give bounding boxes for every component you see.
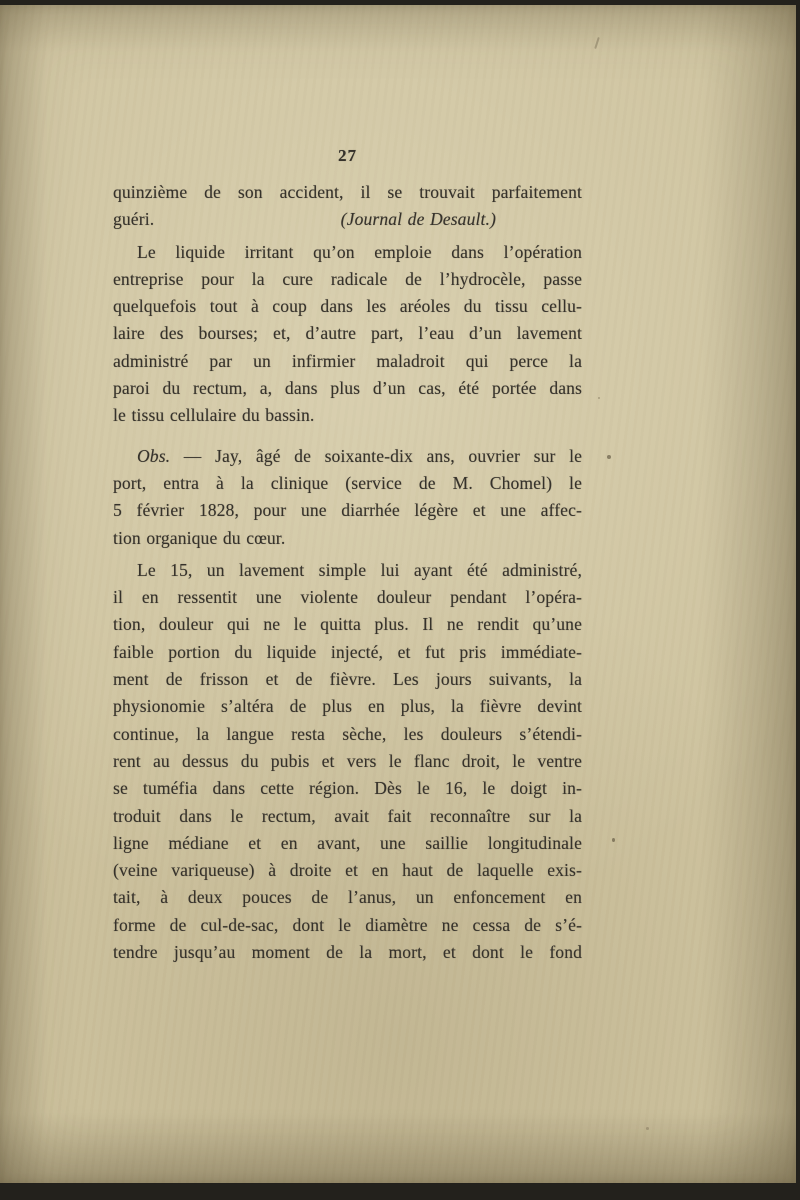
text-fragment: guéri. [113, 209, 155, 230]
paragraph [113, 557, 582, 966]
text-line: il en ressentit une violente douleur pendant l’opéra- [113, 587, 582, 608]
obs-label: Obs. [137, 445, 171, 466]
paragraph-continuation [113, 179, 582, 234]
scan-speck [612, 838, 615, 842]
book-page [0, 5, 796, 1183]
text-line: quinzième de son accident, il se trouvait parfaitement [113, 182, 582, 202]
scan-speck [607, 455, 611, 459]
text-line [113, 443, 582, 470]
text-line: faible portion du liquide injecté, et fut pris immédiate- [113, 641, 582, 662]
text-line: physionomie s’altéra de plus en plus, la fièvre devint [113, 696, 582, 717]
text-line: laire des bourses; et, d’autre part, l’eau d’un lavement [113, 323, 582, 344]
text-line: tait, à deux pouces de l’anus, un enfoncement en [113, 887, 582, 908]
scan-speck [646, 1127, 649, 1130]
text-line: Le 15, un lavement simple lui ayant été administré, [137, 559, 582, 580]
page-text [113, 5, 582, 966]
text-line: tendre jusqu’au moment de la mort, et dont le fond [113, 942, 582, 963]
paragraph [113, 239, 582, 430]
text-line: entreprise pour la cure radicale de l’hydrocèle, passe [113, 268, 582, 289]
text-fragment: — Jay, âgé de soixante-dix ans, ouvrier sur le [170, 445, 582, 466]
text-line: tion, douleur qui ne le quitta plus. Il ne rendit qu’une [113, 614, 582, 635]
text-line: Le liquide irritant qu’on emploie dans l’opération [137, 241, 582, 262]
text-line: quelquefois tout à coup dans les aréoles du tissu cellu- [113, 296, 582, 317]
text-line: troduit dans le rectum, avait fait reconnaître sur la [113, 805, 582, 826]
text-line [113, 206, 582, 233]
citation: (Journal de Desault.) [340, 209, 496, 230]
text-line: port, entra à la clinique (service de M. Chomel) le [113, 472, 582, 493]
text-line: ligne médiane et en avant, une saillie longitudinale [113, 832, 582, 853]
scan-speck [594, 37, 600, 49]
text-line: forme de cul-de-sac, dont le diamètre ne cessa de s’é- [113, 914, 582, 935]
paragraph-observation [113, 443, 582, 552]
text-line: ment de frisson et de fièvre. Les jours suivants, la [113, 669, 582, 690]
text-line: tion organique du cœur. [113, 527, 286, 548]
text-line: rent au dessus du pubis et vers le flanc droit, le ventre [113, 750, 582, 771]
page-number: 27 [338, 146, 357, 165]
text-line: le tissu cellulaire du bassin. [113, 405, 315, 426]
text-line: se tuméfia dans cette région. Dès le 16, le doigt in- [113, 778, 582, 799]
text-line: 5 février 1828, pour une diarrhée légère et une affec- [113, 500, 582, 521]
text-line: continue, la langue resta sèche, les douleurs s’étendi- [113, 723, 582, 744]
text-line: paroi du rectum, a, dans plus d’un cas, été portée dans [113, 378, 582, 399]
text-line: administré par un infirmier maladroit qui perce la [113, 350, 582, 371]
scan-speck [598, 397, 600, 399]
text-line: (veine variqueuse) à droite et en haut de laquelle exis- [113, 860, 582, 881]
